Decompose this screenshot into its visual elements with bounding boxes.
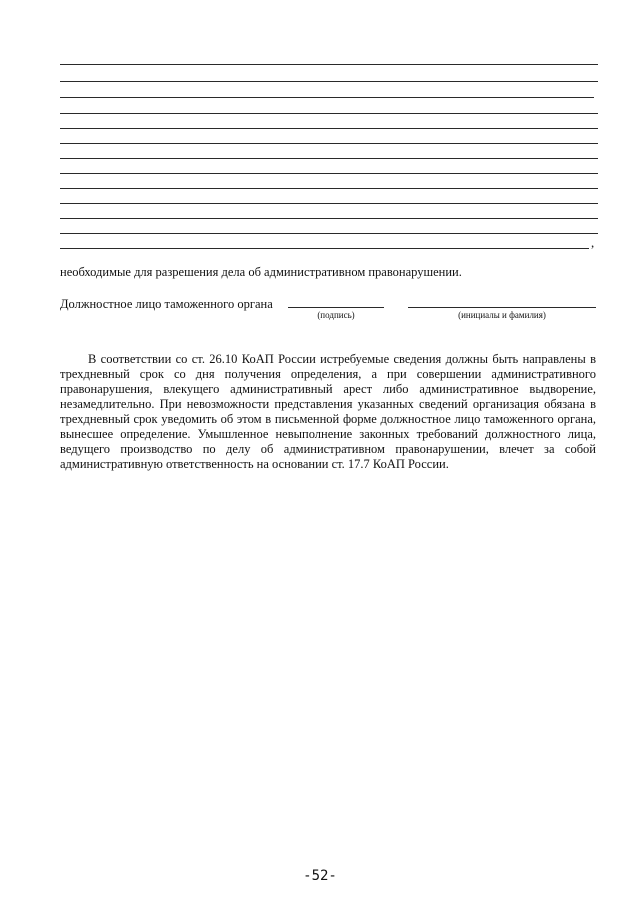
blank-line[interactable] xyxy=(60,248,589,249)
blank-line[interactable] xyxy=(60,188,598,189)
signature-caption: (подпись) xyxy=(317,310,355,320)
blank-line[interactable] xyxy=(60,128,598,129)
blank-line[interactable] xyxy=(60,113,598,114)
intro-text: необходимые для разрешения дела об административном правонарушении. xyxy=(60,265,462,279)
legal-notice: В соответствии со ст. 26.10 КоАП России истребуемые сведения должны быть направлены в трехдневный срок со дня получения определения, а при совершении административного правонарушения, влекущего административный арест либо административное выдворение, незамедлительно. При невозможности представления указанных сведений организация обязана в трехдневный срок уведомить об этом в письменной форме должностное лицо таможенного органа, вынесшее определение. Умышленное невыполнение законных требований должностного лица, ведущего производство по делу об административном правонарушении, влечет за собой административную ответственность на основании ст. 17.7 КоАП России. xyxy=(60,352,596,471)
blank-line[interactable] xyxy=(60,218,598,219)
official-label: Должностное лицо таможенного органа xyxy=(60,297,273,311)
blank-line[interactable] xyxy=(60,97,594,98)
blank-line[interactable] xyxy=(60,233,598,234)
signature-field[interactable] xyxy=(288,307,384,308)
blank-line[interactable] xyxy=(60,143,598,144)
line-end-comma: , xyxy=(591,235,595,250)
blank-line[interactable] xyxy=(60,64,598,65)
name-field[interactable] xyxy=(408,307,596,308)
name-caption: (инициалы и фамилия) xyxy=(458,310,546,320)
blank-line[interactable] xyxy=(60,81,598,82)
page-number: -52- xyxy=(303,868,337,884)
blank-line[interactable] xyxy=(60,203,598,204)
blank-line[interactable] xyxy=(60,158,598,159)
blank-line[interactable] xyxy=(60,173,598,174)
